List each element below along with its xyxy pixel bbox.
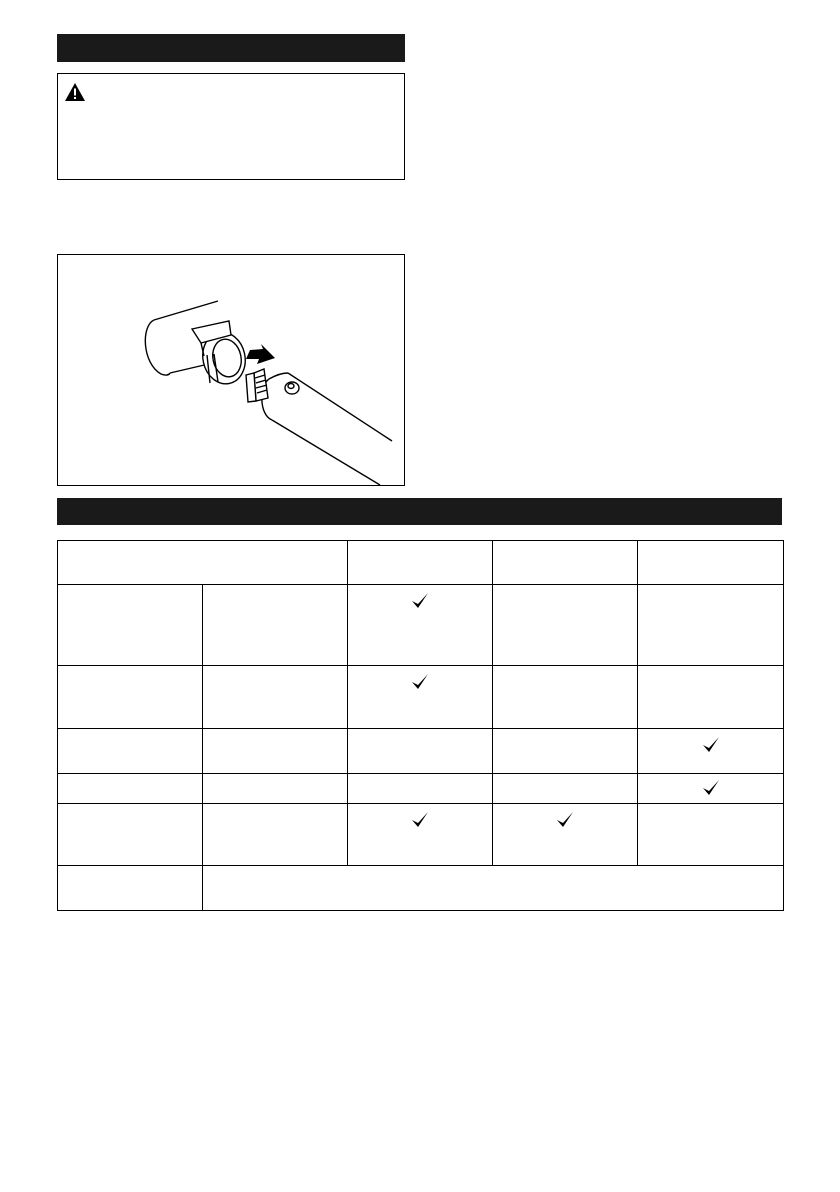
check-mark-icon	[555, 810, 575, 830]
check-mark-icon	[701, 735, 721, 755]
table-cell	[638, 585, 784, 666]
table-cell	[493, 729, 638, 774]
table-cell	[58, 866, 203, 911]
section-heading-bar	[57, 34, 405, 62]
table-cell	[348, 804, 493, 866]
table-cell	[493, 585, 638, 666]
insert-arrow-icon	[246, 344, 275, 364]
warning-triangle-icon	[64, 82, 86, 102]
table-cell	[203, 666, 348, 729]
table-cell	[203, 774, 348, 804]
table-row	[58, 866, 784, 911]
table-cell	[203, 866, 784, 911]
table-row	[58, 585, 784, 666]
table-row	[58, 804, 784, 866]
header-cell	[638, 541, 784, 585]
table-cell	[348, 729, 493, 774]
extension-pipe	[246, 369, 392, 485]
table-row	[58, 666, 784, 729]
pipe-connection-illustration	[58, 255, 404, 485]
table-cell	[638, 774, 784, 804]
table-cell	[203, 585, 348, 666]
table-cell	[638, 729, 784, 774]
check-mark-icon	[701, 778, 721, 798]
table-cell	[348, 774, 493, 804]
check-mark-icon	[410, 591, 430, 611]
table-cell	[203, 804, 348, 866]
table-heading-bar	[57, 498, 782, 525]
table-cell	[58, 585, 203, 666]
table-cell	[638, 804, 784, 866]
table-cell	[493, 804, 638, 866]
table-row	[58, 774, 784, 804]
table-cell	[58, 666, 203, 729]
table-cell	[348, 666, 493, 729]
figure-box	[57, 254, 405, 486]
table-cell	[638, 666, 784, 729]
table-cell	[58, 774, 203, 804]
table-cell	[58, 729, 203, 774]
header-cell	[348, 541, 493, 585]
check-mark-icon	[410, 672, 430, 692]
table-cell	[348, 585, 493, 666]
check-mark-icon	[410, 810, 430, 830]
table-row	[58, 729, 784, 774]
table-cell	[493, 666, 638, 729]
warning-box	[57, 73, 405, 180]
compatibility-table	[57, 540, 784, 911]
table-cell	[493, 774, 638, 804]
header-cell	[493, 541, 638, 585]
header-cell	[58, 541, 348, 585]
table-header-row	[58, 541, 784, 585]
table-cell	[58, 804, 203, 866]
table-cell	[203, 729, 348, 774]
nozzle-tube	[145, 301, 250, 388]
